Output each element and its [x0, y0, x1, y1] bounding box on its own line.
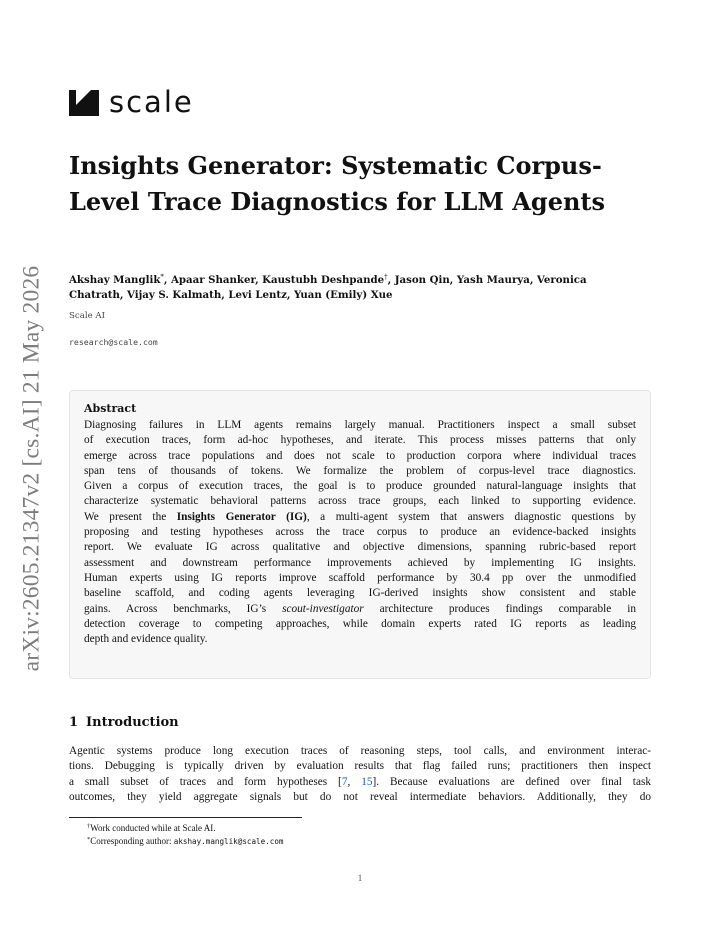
abstract-line: gains. Across benchmarks, IG’s scout-investigator architecture produces findings comparable in — [84, 602, 636, 615]
abstract-heading: Abstract — [84, 402, 137, 415]
author-line-2: Chatrath, Vijay S. Kalmath, Levi Lentz, Yuan (Emily) Xue — [69, 289, 393, 301]
author-line-1: Akshay Manglik*, Apaar Shanker, Kaustubh Deshpande†, Jason Qin, Yash Maurya, Veronica — [69, 273, 587, 286]
introduction-text — [69, 744, 651, 805]
abstract-text — [84, 418, 636, 647]
section-number: 1 — [69, 715, 79, 730]
intro-line: a small subset of traces and form hypotheses [7, 15]. Because evaluations are defined over final task — [69, 775, 651, 788]
abstract-line: baseline scaffold, and coding agents leveraging IG-derived insights show consistent and stable — [84, 587, 636, 600]
arxiv-identifier-text: arXiv:2605.21347v2 [cs.AI] 21 May 2026 — [18, 265, 45, 671]
abstract-line: report. We evaluate IG across qualitative and objective dimensions, spanning rubric-based report — [84, 541, 636, 554]
footnote-work-conducted: †Work conducted while at Scale AI. — [87, 823, 216, 833]
section-title: Introduction — [86, 715, 179, 730]
footnotes — [87, 821, 283, 848]
abstract-line: emerge across trace populations and does not scale to production corpora where individual traces — [84, 449, 636, 462]
page-number: 1 — [357, 873, 363, 883]
abstract-box — [69, 390, 651, 679]
abstract-line: Human experts using IG reports improve scaffold performance by 30.4 pp over the unmodified — [84, 571, 636, 584]
former-affiliation-mark: † — [384, 273, 388, 281]
paper-title: Insights Generator: Systematic Corpus-Level Trace Diagnostics for LLM Agents — [69, 151, 606, 216]
footnote-divider — [69, 817, 302, 818]
intro-line: tions. Debugging is typically driven by evaluation results that flag failed runs; practitioners then inspect — [69, 760, 651, 773]
arxiv-identifier-stamp — [12, 262, 52, 674]
intro-line: Agentic systems produce long execution traces of reasoning steps, tool calls, and environment interac- — [69, 745, 651, 757]
abstract-line: assessment and downstream performance improvements achieved by implementing IG insights. — [84, 556, 636, 569]
intro-line: outcomes, they yield aggregate signals but do not reveal intermediate behaviors. Additionally, they do — [69, 790, 651, 803]
system-name: Insights Generator (IG) — [176, 510, 307, 523]
contact-email: research@scale.com — [69, 337, 158, 347]
abstract-line: proposing and testing hypotheses across the trace corpus to produce an evidence-backed insights — [84, 526, 636, 539]
citation-link[interactable]: 15 — [361, 775, 373, 788]
affiliation: Scale AI — [69, 311, 105, 321]
abstract-line: span tens of thousands of tokens. We formalize the problem of corpus-level trace diagnostics. — [84, 464, 636, 477]
abstract-line: Diagnosing failures in LLM agents remains largely manual. Practitioners inspect a small subset — [84, 419, 636, 431]
scale-chevron-logo-icon — [69, 90, 99, 116]
architecture-name: scout-investigator — [282, 602, 364, 615]
abstract-line: We present the Insights Generator (IG), a multi-agent system that answers diagnostic questions by — [84, 510, 637, 523]
author-list — [69, 270, 651, 303]
abstract-line: Given a corpus of execution traces, the goal is to produce grounded natural-language insights that — [84, 480, 636, 493]
scale-logo — [69, 85, 194, 119]
abstract-line: characterize systematic behavioral patterns across trace groups, each linked to supporting evidence. — [84, 495, 636, 508]
corresponding-author-email: akshay.manglik@scale.com — [173, 837, 284, 846]
introduction-heading — [69, 714, 179, 732]
abstract-line: depth and evidence quality. — [84, 633, 208, 646]
abstract-line: detection coverage to competing approaches, while domain experts rated IG reports as leading — [84, 617, 636, 630]
corresponding-author-mark: * — [160, 273, 164, 281]
abstract-line: of execution traces, form ad-hoc hypotheses, and iterate. This process misses patterns that only — [84, 434, 636, 447]
scale-wordmark: scale — [109, 85, 194, 119]
footnote-corresponding-author: *Corresponding author: akshay.manglik@scale.com — [87, 836, 284, 846]
citation-link[interactable]: 7 — [341, 775, 348, 788]
